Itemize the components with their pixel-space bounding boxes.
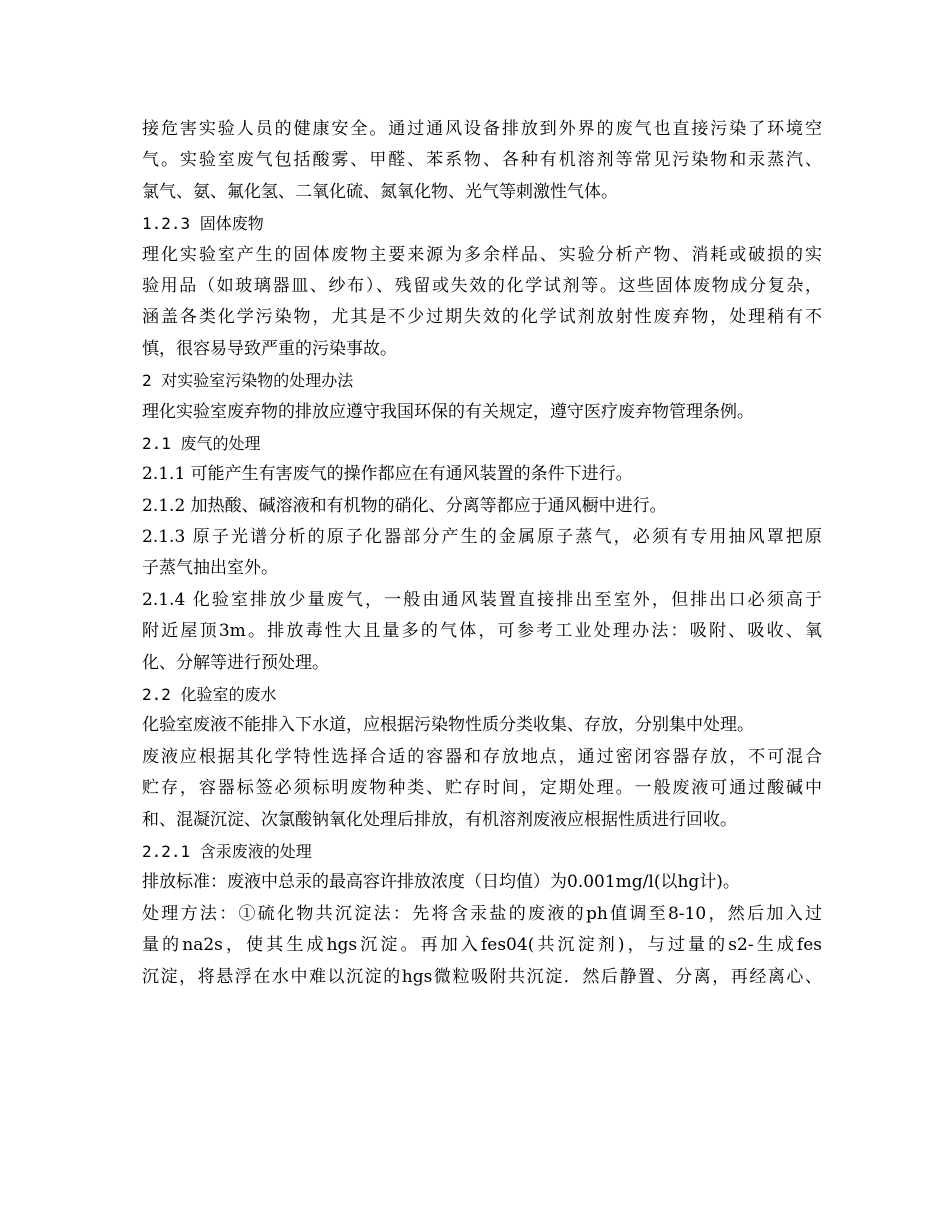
text-line: 量的na2s，使其生成hgs沉淀。再加入fes04(共沉淀剂)，与过量的s2-生成fes xyxy=(142,935,822,956)
text-line: 2.1.4 化验室排放少量废气，一般由通风装置直接排出至室外，但排出口必须高于 xyxy=(142,589,822,610)
text-line: 2.1.3 原子光谱分析的原子化器部分产生的金属原子蒸气，必须有专用抽风罩把原 xyxy=(142,527,822,548)
text-line: 2.1.1 可能产生有害废气的操作都应在有通风装置的条件下进行。 xyxy=(142,464,633,485)
text-line: 沉淀，将悬浮在水中难以沉淀的hgs微粒吸附共沉淀．然后静置、分离，再经离心、 xyxy=(142,966,822,987)
text-line: 2.1.2 加热酸、碱溶液和有机物的硝化、分离等都应于通风橱中进行。 xyxy=(142,495,667,516)
text-line: 排放标准：废液中总汞的最高容许排放浓度（日均值）为0.001mg/l(以hg计)。 xyxy=(142,872,740,893)
text-line: 子蒸气抽出室外。 xyxy=(142,558,278,579)
text-line: 接危害实验人员的健康安全。通过通风设备排放到外界的废气也直接污染了环境空 xyxy=(142,119,822,139)
text-line: 涵盖各类化学污染物，尤其是不少过期失效的化学试剂放射性废弃物，处理稍有不 xyxy=(142,307,822,328)
section-heading: 2 对实验室污染物的处理办法 xyxy=(142,371,354,391)
text-line: 附近屋顶3m。排放毒性大且量多的气体，可参考工业处理办法：吸附、吸收、氧 xyxy=(142,621,822,642)
text-line: 化、分解等进行预处理。 xyxy=(142,652,329,673)
text-line: 氯气、氨、氟化氢、二氧化硫、氮氧化物、光气等刺激性气体。 xyxy=(142,181,618,202)
text-line: 贮存，容器标签必须标明废物种类、贮存时间，定期处理。一般废液可通过酸碱中 xyxy=(142,778,822,799)
text-line: 理化实验室废弃物的排放应遵守我国环保的有关规定，遵守医疗废弃物管理条例。 xyxy=(142,401,754,422)
section-heading: 2.1 废气的处理 xyxy=(142,433,261,453)
section-heading: 2.2 化验室的废水 xyxy=(142,685,277,705)
text-line: 和、混凝沉淀、次氯酸钠氧化处理后排放，有机溶剂废液应根据性质进行回收。 xyxy=(142,809,737,830)
text-line: 验用品（如玻璃器皿、纱布）、残留或失效的化学试剂等。这些固体废物成分复杂， xyxy=(142,275,822,296)
document-body xyxy=(142,114,822,993)
section-heading: 2.2.1 含汞废液的处理 xyxy=(142,841,312,861)
text-line: 化验室废液不能排入下水道，应根据污染物性质分类收集、存放，分别集中处理。 xyxy=(142,715,754,736)
text-line: 废液应根据其化学特性选择合适的容器和存放地点，通过密闭容器存放，不可混合 xyxy=(142,746,822,767)
text-line: 处理方法：①硫化物共沉淀法：先将含汞盐的废液的ph值调至8-10，然后加入过 xyxy=(142,903,822,924)
text-line: 气。实验室废气包括酸雾、甲醛、苯系物、各种有机溶剂等常见污染物和汞蒸汽、 xyxy=(142,150,822,171)
section-heading: 1.2.3 固体废物 xyxy=(142,214,264,234)
text-line: 慎，很容易导致严重的污染事故。 xyxy=(142,338,397,359)
text-line: 理化实验室产生的固体废物主要来源为多余样品、实验分析产物、消耗或破损的实 xyxy=(142,244,822,265)
